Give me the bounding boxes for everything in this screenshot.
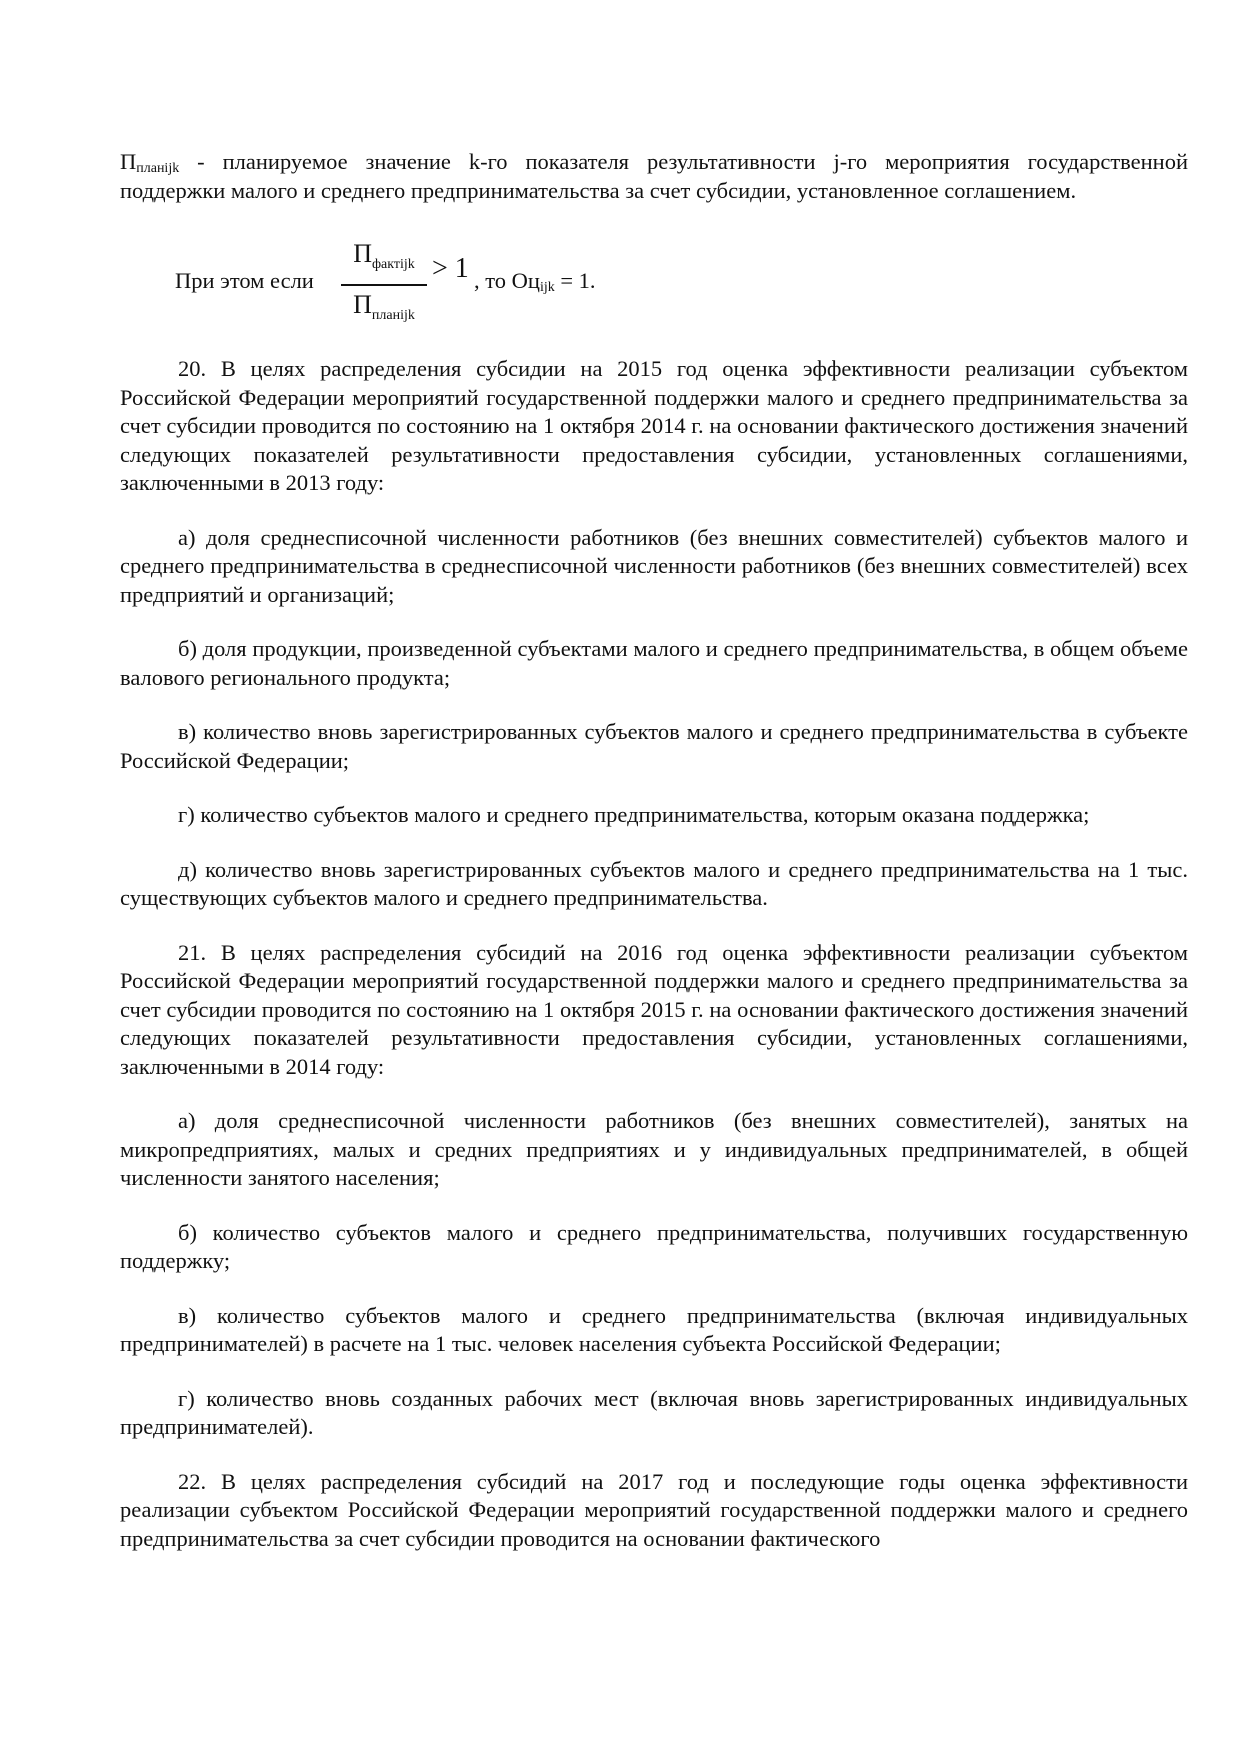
paragraph-22: 22. В целях распределения субсидий на 2017 год и последующие годы оценка эффективности реализации субъектом Российской Федерации мероприятий государственной поддержки малого и среднего предпринимательства за счет субсидии проводится на основании фактического (120, 1468, 1188, 1551)
definition-paragraph (120, 148, 1188, 205)
definition-symbol-subscript: планijk (136, 161, 180, 176)
paragraph-20-item-b: б) доля продукции, произведенной субъектами малого и среднего предпринимательства, в общем объеме валового регионального продукта; (120, 636, 1188, 690)
numerator-symbol: П (353, 239, 372, 268)
condition-formula (120, 233, 1188, 329)
formula-fraction (341, 233, 427, 333)
paragraph-21-item-g: г) количество вновь созданных рабочих мест (включая вновь зарегистрированных индивидуальных предпринимателей). (120, 1385, 1188, 1439)
result-subscript: ijk (539, 280, 555, 295)
fraction-bar (341, 284, 427, 286)
fraction-denominator (341, 288, 427, 333)
definition-text: - планируемое значение k-го показателя результативности j-го мероприятия государственной поддержки малого и среднего предпринимательства за счет субсидии, установленное соглашением. (120, 149, 1188, 203)
document-page (120, 148, 1188, 1553)
paragraph-20-item-g: г) количество субъектов малого и среднего предпринимательства, которым оказана поддержка; (178, 802, 1090, 827)
fraction-numerator (341, 233, 427, 282)
paragraph-21: 21. В целях распределения субсидий на 2016 год оценка эффективности реализации субъектом Российской Федерации мероприятий государственной поддержки малого и среднего предпринимательства за счет субсидии проводится по состоянию на 1 октября 2015 г. на основании фактического достижения значений следующих показателей результативности предоставления субсидии, установленных соглашениями, заключенными в 2014 году: (120, 939, 1188, 1079)
result-suffix: = 1. (554, 268, 596, 293)
paragraph-20: 20. В целях распределения субсидии на 2015 год оценка эффективности реализации субъектом Российской Федерации мероприятий государственной поддержки малого и среднего предпринимательства за счет субсидии проводится по состоянию на 1 октября 2014 г. на основании фактического достижения значений следующих показателей результативности предоставления субсидии, установленных соглашениями, заключенными в 2013 году: (120, 356, 1188, 495)
formula-result (474, 267, 596, 296)
paragraph-21-item-a: а) доля среднесписочной численности работников (без внешних совместителей), занятых на микропредприятиях, малых и средних предприятиях и у индивидуальных предпринимателей, в общей численности занятого населения; (120, 1108, 1188, 1190)
paragraph-21-item-v: в) количество субъектов малого и среднего предпринимательства (включая индивидуальных предпринимателей) в расчете на 1 тыс. человек населения субъекта Российской Федерации; (120, 1302, 1188, 1356)
paragraph-21-item-b: б) количество субъектов малого и среднего предпринимательства, получивших государственную поддержку; (120, 1219, 1188, 1273)
paragraph-20-item-d: д) количество вновь зарегистрированных субъектов малого и среднего предпринимательства на 1 тыс. существующих субъектов малого и среднего предпринимательства. (120, 856, 1188, 910)
denominator-symbol: П (353, 289, 372, 319)
result-prefix: , то Оц (474, 268, 540, 293)
formula-lead-text: При этом если (175, 268, 314, 293)
formula-relation: > 1 (432, 253, 469, 284)
paragraph-20-item-v: в) количество вновь зарегистрированных субъектов малого и среднего предпринимательства в субъекте Российской Федерации; (120, 719, 1188, 773)
definition-symbol: П (120, 149, 137, 174)
paragraph-20-item-a: а) доля среднесписочной численности работников (без внешних совместителей) субъектов малого и среднего предпринимательства в среднесписочной численности работников (без внешних совместителей) всех предприятий и организаций; (120, 524, 1188, 607)
denominator-subscript: планijk (371, 307, 415, 323)
numerator-subscript: фактijk (371, 257, 415, 272)
